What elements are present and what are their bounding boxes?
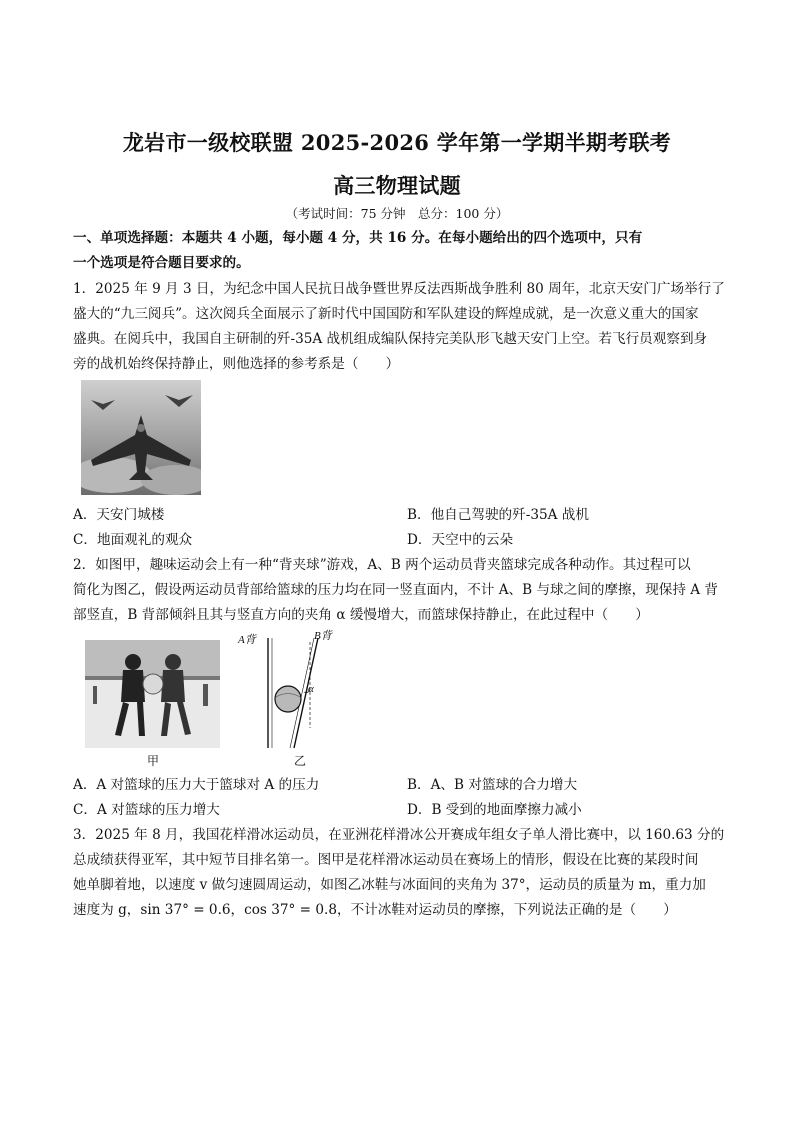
q1-option-c: C．地面观礼的观众: [73, 532, 193, 548]
q2-option-a: A．A 对篮球的压力大于篮球对 A 的压力: [73, 777, 320, 793]
q1-fighter-jet-photo: [81, 380, 201, 495]
q2-figure-jia-label: 甲: [147, 754, 160, 768]
q2-label-alpha: α: [308, 683, 314, 695]
q3-text-line: 她单脚着地，以速度 v 做匀速圆周运动，如图乙冰鞋与冰面间的夹角为 37°，运动员的质量为 m，重力加: [73, 877, 706, 893]
q3-text-line: 3．2025 年 8 月，我国花样滑冰运动员，在亚洲花样滑冰公开赛成年组女子单人滑比赛中，以 160.63 分的: [73, 827, 725, 843]
q3-text-line: 速度为 g，sin 37° = 0.6，cos 37° = 0.8，不计冰鞋对运动员的摩擦，下列说法正确的是（ ）: [73, 902, 677, 918]
q1-text-line: 盛大的“九三阅兵”。这次阅兵全面展示了新时代中国国防和军队建设的辉煌成就，是一次意义重大的国家: [73, 306, 699, 322]
q3-text-line: 总成绩获得亚军，其中短节目排名第一。图甲是花样滑冰运动员在赛场上的情形，假设在比赛的某段时间: [73, 852, 699, 868]
q2-label-a-back: A背: [238, 634, 256, 646]
q2-option-c: C．A 对篮球的压力增大: [73, 802, 220, 818]
q2-text-line: 2．如图甲，趣味运动会上有一种“背夹球”游戏，A、B 两个运动员背夹篮球完成各种动作。其过程可以: [73, 557, 691, 573]
q2-text-line: 部竖直，B 背部倾斜且其与竖直方向的夹角 α 缓慢增大，而篮球保持静止，在此过程中（ ）: [73, 607, 649, 623]
q2-text-line: 简化为图乙，假设两运动员背部给篮球的压力均在同一竖直面内，不计 A、B 与球之间的摩擦，现保持 A 背: [73, 582, 719, 598]
q2-option-d: D．B 受到的地面摩擦力减小: [407, 802, 582, 818]
section-heading-line1: 一、单项选择题：本题共 4 小题，每小题 4 分，共 16 分。在每小题给出的四个选项中，只有: [73, 230, 643, 246]
q1-text-line: 旁的战机始终保持静止，则他选择的参考系是（ ）: [73, 356, 400, 372]
exam-subtitle: 高三物理试题: [333, 173, 461, 198]
q2-figure-yi-label: 乙: [294, 754, 307, 768]
q2-label-b-back: B背: [314, 630, 332, 642]
exam-meta: （考试时间：75 分钟 总分：100 分）: [285, 206, 509, 221]
q2-option-b: B．A、B 对篮球的合力增大: [407, 777, 578, 793]
exam-title: 龙岩市一级校联盟 2025-2026 学年第一学期半期考联考: [122, 130, 672, 155]
q2-figure-jia-photo: [85, 640, 220, 748]
q1-text-line: 1．2025 年 9 月 3 日，为纪念中国人民抗日战争暨世界反法西斯战争胜利 80 周年，北京天安门广场举行了: [73, 281, 725, 297]
q1-option-d: D．天空中的云朵: [407, 532, 514, 548]
q1-option-b: B．他自己驾驶的歼-35A 战机: [407, 507, 589, 523]
q1-text-line: 盛典。在阅兵中，我国自主研制的歼-35A 战机组成编队保持完美队形飞越天安门上空。若飞行员观察到身: [73, 331, 708, 347]
section-heading-line2: 一个选项是符合题目要求的。: [73, 255, 250, 271]
q1-option-a: A．天安门城楼: [73, 507, 165, 523]
